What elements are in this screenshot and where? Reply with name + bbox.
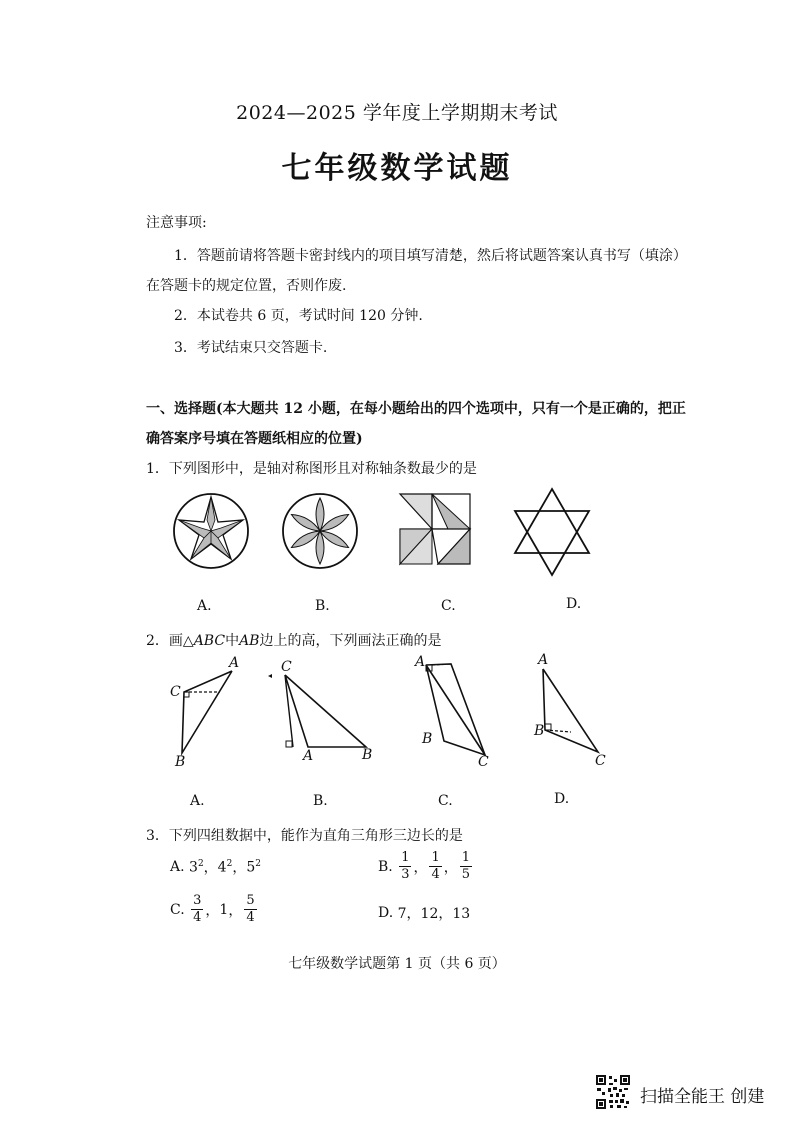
figure-d-hexagram — [515, 489, 589, 575]
question-3-stem: 3．下列四组数据中，能作为直角三角形三边长的是 — [146, 828, 463, 844]
q3-b-frac-2: $\frac{1}{4}$ — [431, 850, 440, 882]
figure-c-pinwheel — [400, 494, 470, 564]
q2-stem-rest: 边上的高，下列画法正确的是 — [259, 633, 442, 649]
q2b-point-a: A — [303, 748, 314, 764]
q2a-point-b: B — [175, 754, 186, 770]
q2-stem-ab: AB — [239, 633, 260, 649]
q2d-point-c: C — [595, 753, 606, 769]
q2-label-b: B. — [313, 793, 328, 809]
notice-item-3: 3．考试结束只交答题卡. — [174, 340, 328, 356]
q3-option-c-label: C. — [170, 901, 185, 918]
q3-b-frac-1: $\frac{1}{3}$ — [401, 850, 410, 882]
q3-option-d-label: D. — [378, 905, 394, 921]
q2-label-c: C. — [438, 793, 453, 809]
q3-option-b-label: B. — [378, 858, 393, 875]
q2-label-a: A. — [190, 793, 205, 809]
qr-code-icon — [595, 1074, 631, 1110]
q1-label-d: D. — [566, 596, 582, 612]
page-footer: 七年级数学试题第 1 页（共 6 页） — [288, 956, 506, 972]
q2d-point-a: A — [538, 652, 549, 668]
question-2-figures — [160, 652, 620, 782]
q3-c-term-2: 1 — [219, 901, 229, 918]
exam-subtitle: 2024—2025 学年度上学期期末考试 — [236, 102, 558, 124]
q1-label-c: C. — [441, 598, 456, 614]
q2d-point-b: B — [534, 723, 545, 739]
q2a-point-c: C — [170, 684, 181, 700]
scanner-watermark: 扫描全能王 创建 — [640, 1087, 765, 1107]
q2-stem-mid: 中 — [225, 633, 240, 649]
figure-b-flower-circle — [283, 494, 357, 568]
q2b-point-c: C — [281, 659, 292, 675]
q3-a-term-3: $5^2$ — [246, 858, 261, 876]
q3-option-a[interactable]: A. $3^2$ ， $4^2$ ， $5^2$ — [170, 858, 261, 876]
q2-stem-num: 2．画△ — [146, 633, 194, 649]
q3-a-term-2: $4^2$ — [217, 858, 233, 876]
q3-option-c[interactable]: C. $\frac{3}{4}$ ， 1 ， $\frac{5}{4}$ — [170, 893, 255, 925]
q3-a-term-1: $3^2$ — [189, 858, 204, 876]
q3-option-b[interactable]: B. $\frac{1}{3}$ ， $\frac{1}{4}$ ， $\frac{1}{5}$ — [378, 850, 471, 882]
section-heading: 一、选择题(本大题共 12 小题，在每小题给出的四个选项中，只有一个是正确的，把正 — [146, 401, 686, 417]
notice-item-1: 1．答题前请将答题卡密封线内的项目填写清楚，然后将试题答案认真书写（填涂） — [174, 248, 687, 264]
q2b-point-b: B — [362, 747, 373, 763]
q1-label-b: B. — [315, 598, 330, 614]
question-1-figures — [160, 484, 620, 584]
notice-item-2: 2．本试卷共 6 页，考试时间 120 分钟. — [174, 308, 423, 324]
q1-label-a: A. — [197, 598, 212, 614]
q3-b-frac-3: $\frac{1}{5}$ — [461, 850, 471, 882]
question-2-stem — [146, 630, 441, 650]
q2c-point-b: B — [422, 731, 433, 747]
exam-title: 七年级数学试题 — [281, 151, 513, 186]
section-heading-cont: 确答案序号填在答题纸相应的位置) — [146, 431, 363, 447]
q2-stem-abc: ABC — [193, 633, 226, 649]
q2c-point-a: A — [415, 654, 426, 670]
notice-heading: 注意事项: — [146, 215, 207, 231]
q2c-point-c: C — [478, 754, 489, 770]
q3-option-d[interactable] — [378, 903, 470, 923]
q3-option-a-label: A. — [170, 859, 185, 875]
q3-option-d-text: 7，12，13 — [397, 906, 471, 922]
q2a-point-a: A — [229, 655, 240, 671]
question-1-stem: 1．下列图形中，是轴对称图形且对称轴条数最少的是 — [146, 461, 477, 477]
q3-c-frac-3: $\frac{5}{4}$ — [246, 893, 255, 925]
q3-c-frac-1: $\frac{3}{4}$ — [193, 893, 202, 925]
figure-a-star-circle — [174, 494, 248, 568]
q2-label-d: D. — [554, 791, 570, 807]
notice-item-1-cont: 在答题卡的规定位置，否则作废. — [146, 278, 347, 294]
